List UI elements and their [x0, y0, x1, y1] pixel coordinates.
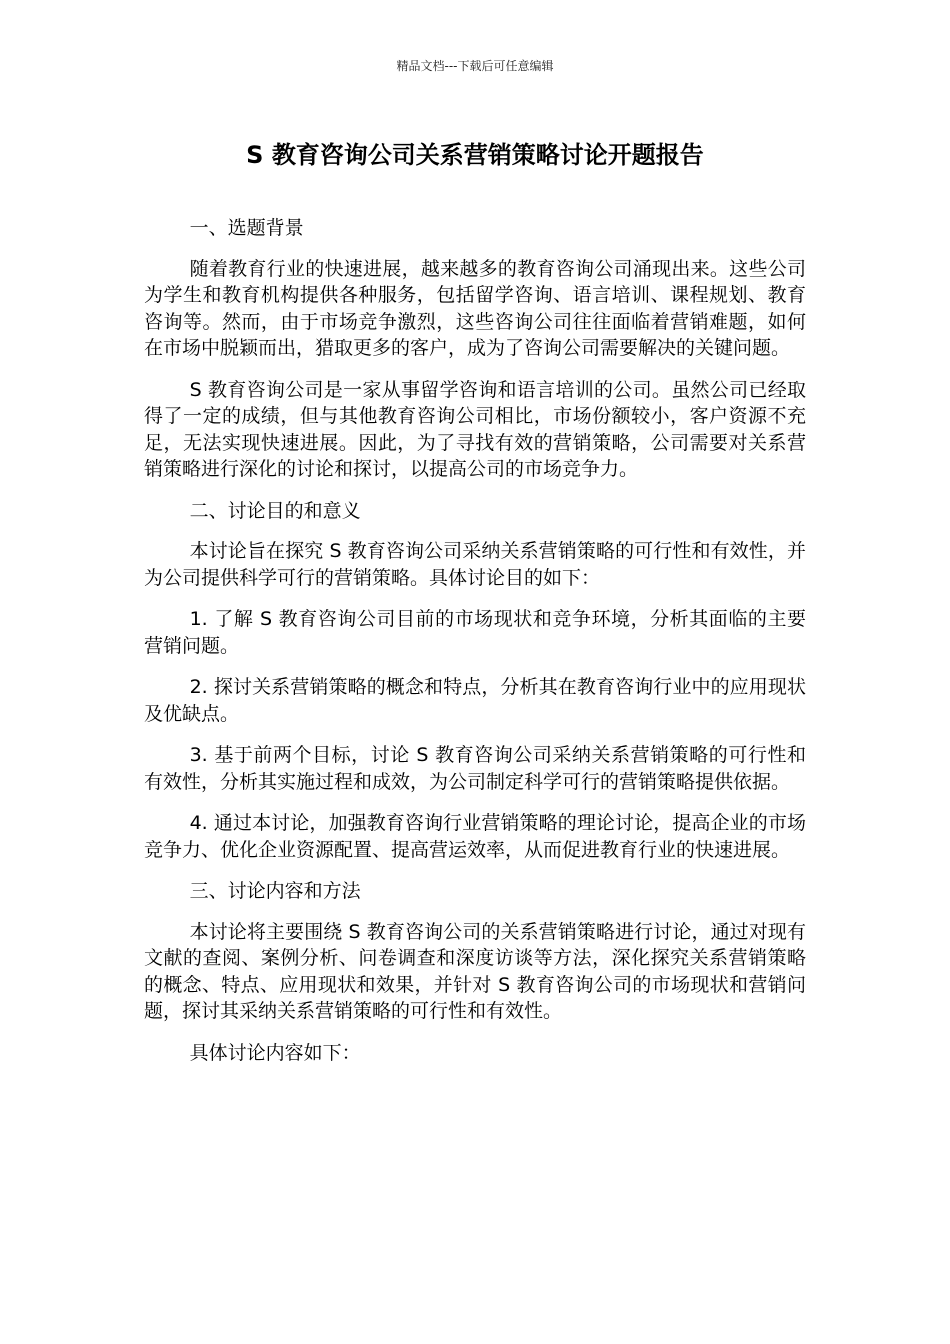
list-item-purpose-1: 1. 了解 S 教育咨询公司目前的市场现状和竞争环境，分析其面临的主要营销问题。 [144, 608, 806, 657]
list-item-purpose-2: 2. 探讨关系营销策略的概念和特点，分析其在教育咨询行业中的应用现状及优缺点。 [144, 676, 806, 725]
section-heading-purpose: 二、讨论目的和意义 [189, 499, 361, 522]
document-body [144, 215, 806, 1081]
page-header: 精品文档---下载后可任意编辑 [396, 59, 554, 73]
section-heading-background: 一、选题背景 [189, 217, 304, 239]
paragraph-background-1: 随着教育行业的快速进展，越来越多的教育咨询公司涌现出来。这些公司为学生和教育机构提供各种服务，包括留学咨询、语言培训、课程规划、教育咨询等。然而，由于市场竞争激烈，这些咨询公司往往面临着营销难题，如何在市场中脱颖而出，猎取更多的客户，成为了咨询公司需要解决的关键问题。 [144, 257, 806, 359]
paragraph-background-2: S 教育咨询公司是一家从事留学咨询和语言培训的公司。虽然公司已经取得了一定的成绩，但与其他教育咨询公司相比，市场份额较小，客户资源不充足，无法实现快速进展。因此，为了寻找有效的营销策略，公司需要对关系营销策略进行深化的讨论和探讨，以提高公司的市场竞争力。 [144, 378, 806, 480]
paragraph-purpose-intro: 本讨论旨在探究 S 教育咨询公司采纳关系营销策略的可行性和有效性，并为公司提供科学可行的营销策略。具体讨论目的如下： [144, 540, 806, 589]
document-title: S 教育咨询公司关系营销策略讨论开题报告 [246, 141, 704, 169]
list-item-purpose-3: 3. 基于前两个目标，讨论 S 教育咨询公司采纳关系营销策略的可行性和有效性，分析其实施过程和成效，为公司制定科学可行的营销策略提供依据。 [144, 744, 806, 793]
paragraph-methods: 本讨论将主要围绕 S 教育咨询公司的关系营销策略进行讨论，通过对现有文献的查阅、案例分析、问卷调查和深度访谈等方法，深化探究关系营销策略的概念、特点、应用现状和效果，并针对 S 教育咨询公司的市场现状和营销问题，探讨其采纳关系营销策略的可行性和有效性。 [144, 920, 806, 1022]
section-heading-methods: 三、讨论内容和方法 [189, 880, 361, 902]
list-item-purpose-4: 4. 通过本讨论，加强教育咨询行业营销策略的理论讨论，提高企业的市场竞争力、优化企业资源配置、提高营运效率，从而促进教育行业的快速进展。 [144, 812, 806, 861]
paragraph-content-intro: 具体讨论内容如下： [189, 1041, 361, 1064]
